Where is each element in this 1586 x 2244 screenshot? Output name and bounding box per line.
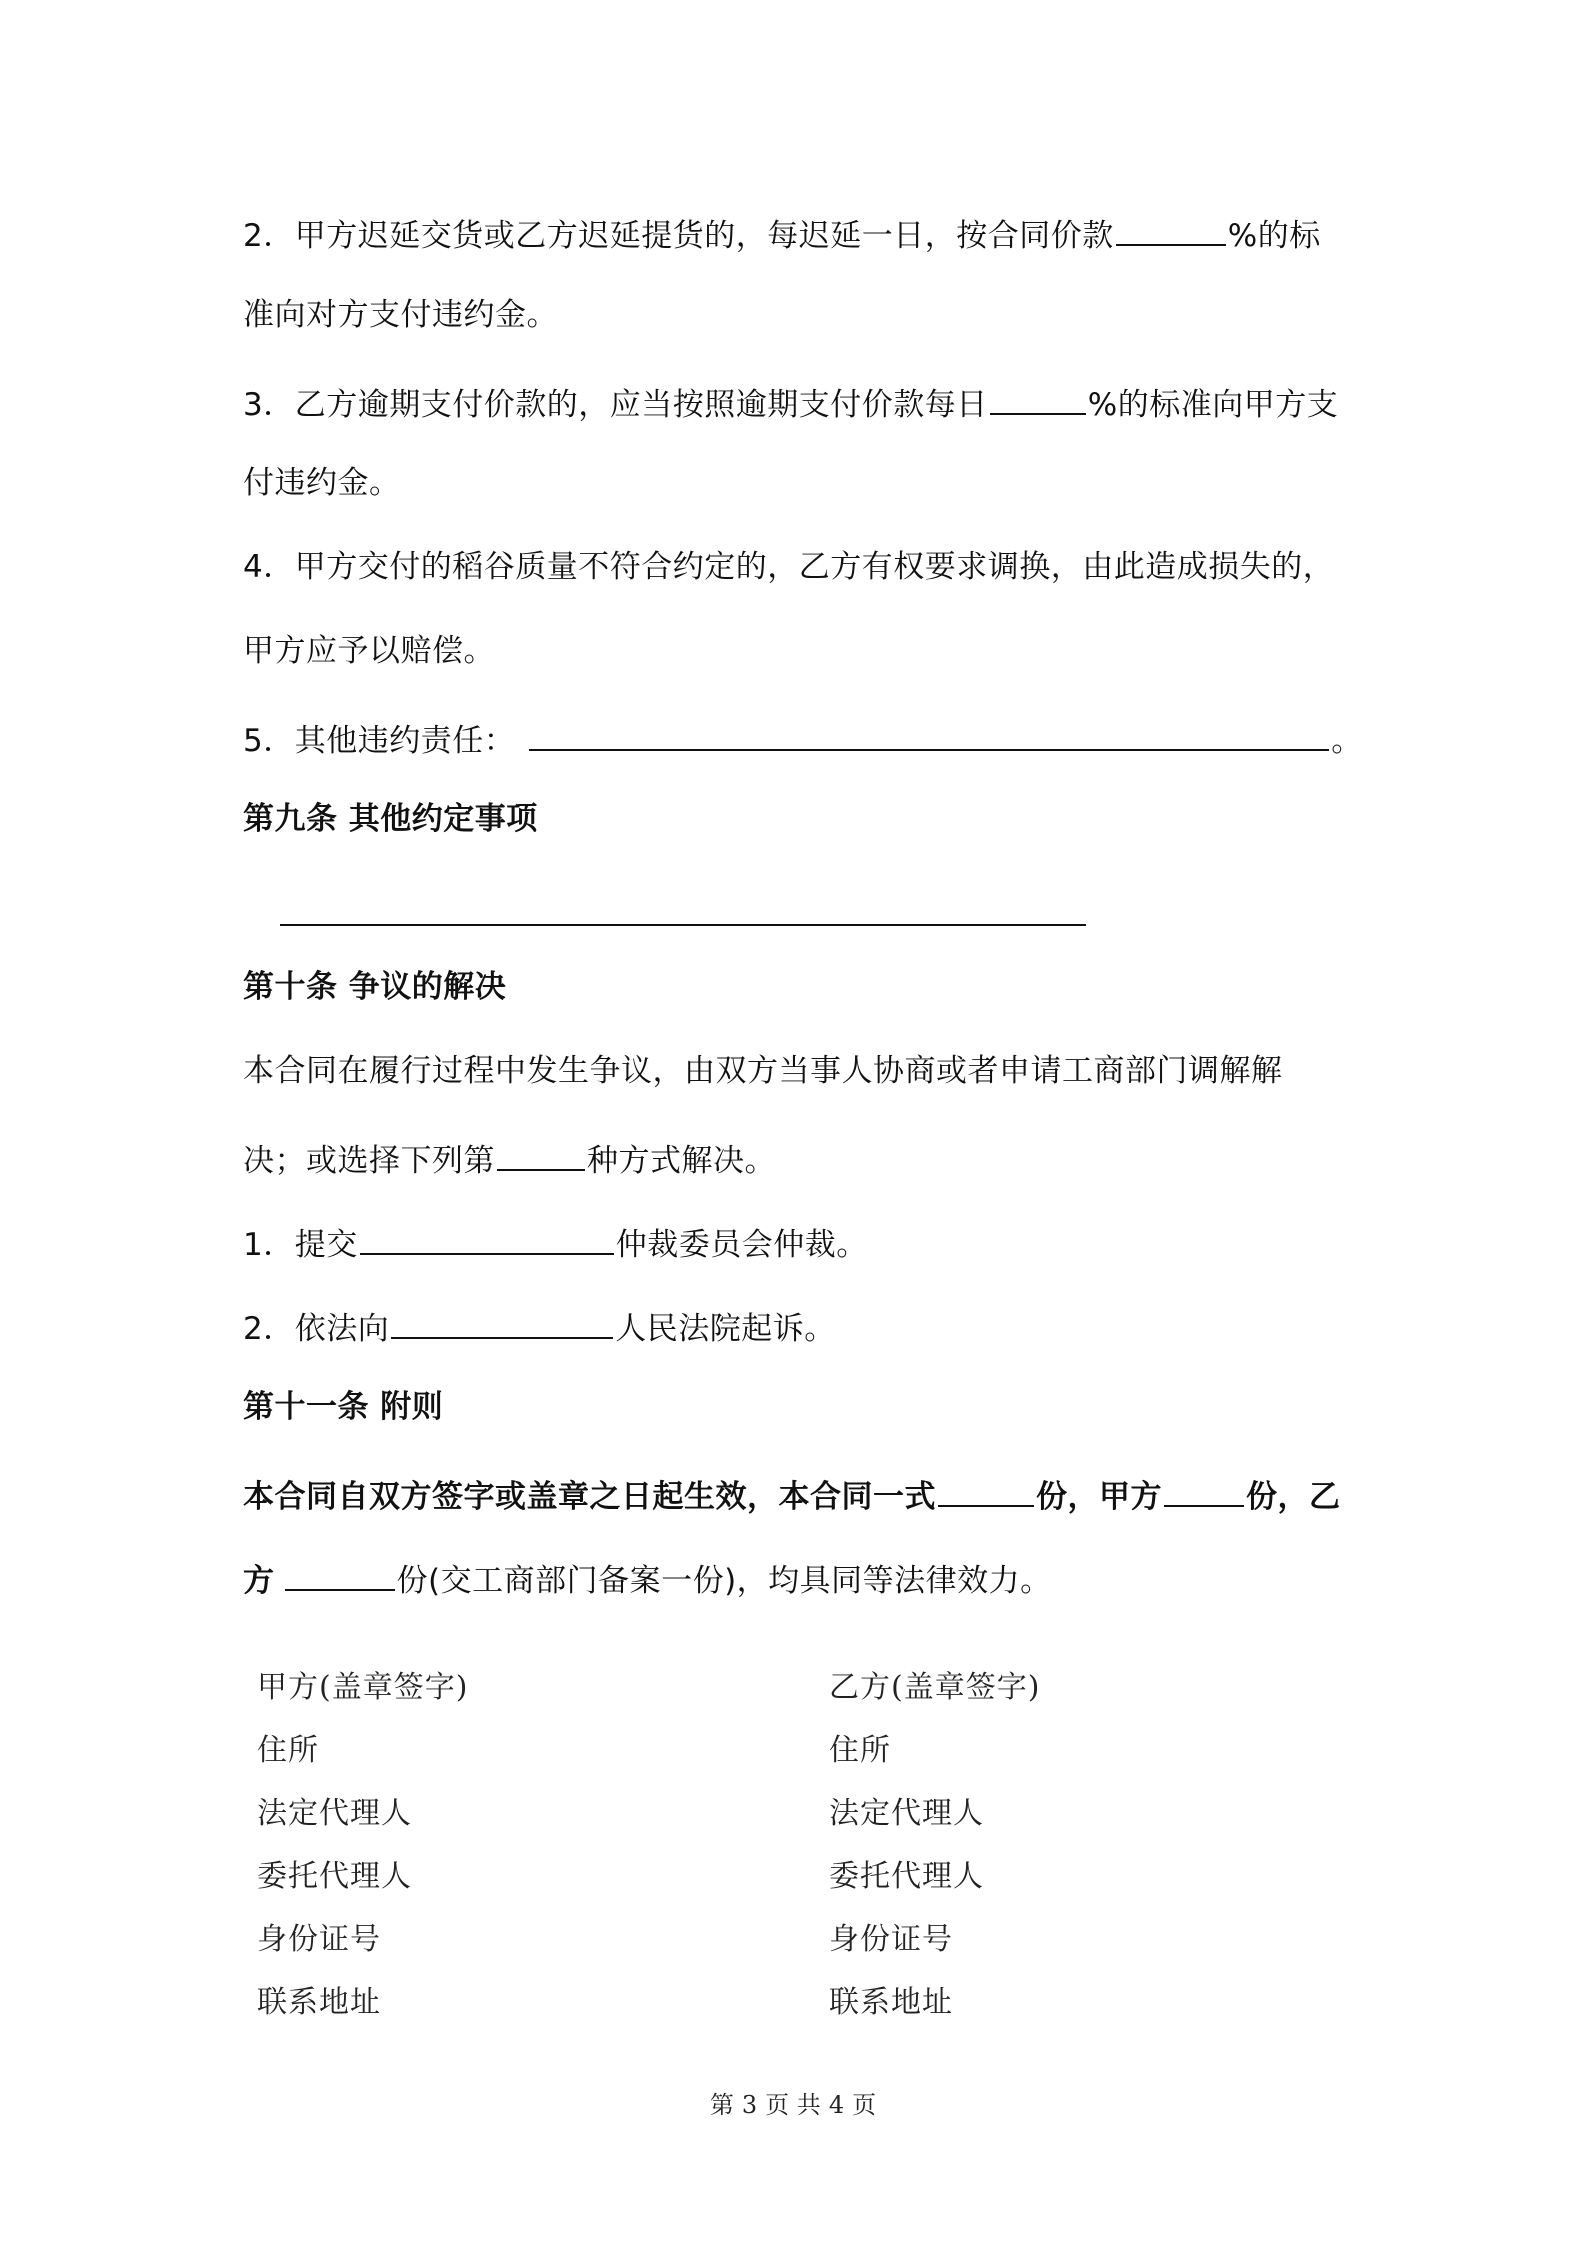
blank-field[interactable]: [938, 1471, 1034, 1507]
sig-agent-a: 委托代理人: [257, 1859, 412, 1894]
clause-text: 付违约金。: [243, 465, 401, 501]
page-footer: [0, 2090, 1586, 2120]
article-10-para-line2: [243, 1135, 776, 1181]
article-11-heading: [243, 1387, 443, 1427]
clause-text: 本合同在履行过程中发生争议，由双方当事人协商或者申请工商部门调解解: [243, 1053, 1283, 1089]
clause-text: 份(交工商部门备案一份)，均具同等法律效力。: [396, 1563, 1052, 1599]
sig-legal-rep-b: 法定代理人: [829, 1796, 984, 1831]
article-9-heading: [243, 799, 538, 839]
clause-8-4-line1: [243, 547, 1334, 587]
sig-party-b: 乙方(盖章签字): [829, 1670, 1041, 1705]
blank-field[interactable]: [285, 1555, 395, 1591]
clause-text: 份，甲方: [1036, 1479, 1162, 1515]
footer-suffix: 页: [852, 2091, 877, 2119]
sig-legal-rep-a: 法定代理人: [257, 1796, 412, 1831]
clause-8-4-line2: [243, 631, 495, 671]
sig-id-b: 身份证号: [829, 1922, 953, 1957]
clause-text: 人民法院起诉。: [615, 1311, 836, 1347]
clause-text: 5．其他违约责任：: [243, 723, 516, 759]
clause-8-2-line1: [243, 210, 1321, 256]
clause-text: 份，乙: [1246, 1479, 1341, 1515]
footer-middle: 页 共: [765, 2091, 821, 2119]
clause-8-3-line2: [243, 463, 401, 503]
clause-text: 本合同自双方签字或盖章之日起生效，本合同一式: [243, 1479, 936, 1515]
clause-text: 1．提交: [243, 1227, 358, 1263]
blank-field[interactable]: [360, 1219, 614, 1255]
footer-current-page: 3: [741, 2091, 758, 2119]
blank-field[interactable]: [280, 924, 1086, 926]
sig-address-a: 住所: [257, 1733, 319, 1768]
sig-address-b: 住所: [829, 1733, 891, 1768]
article-11-line2: [243, 1555, 1052, 1601]
blank-field[interactable]: [1116, 210, 1226, 246]
clause-text: 2．依法向: [243, 1311, 390, 1347]
blank-field[interactable]: [497, 1135, 585, 1171]
clause-text: 决；或选择下列第: [243, 1143, 495, 1179]
clause-text: 4．甲方交付的稻谷质量不符合约定的，乙方有权要求调换，由此造成损失的，: [243, 549, 1335, 585]
clause-text: 仲裁委员会仲裁。: [615, 1227, 868, 1263]
clause-8-3-line1: [243, 379, 1338, 425]
article-10-heading: [243, 967, 506, 1007]
blank-field[interactable]: [990, 379, 1086, 415]
clause-8-5: [243, 715, 1363, 761]
sig-party-a: 甲方(盖章签字): [257, 1670, 469, 1705]
clause-text: 3．乙方逾期支付价款的，应当按照逾期支付价款每日: [243, 387, 988, 423]
clause-text: 甲方应予以赔偿。: [243, 633, 495, 669]
clause-text: 。: [1331, 723, 1363, 759]
sig-id-a: 身份证号: [257, 1922, 381, 1957]
heading-text: 第十条 争议的解决: [243, 969, 507, 1005]
clause-text: 2．甲方迟延交货或乙方迟延提货的，每迟延一日，按合同价款: [243, 218, 1114, 254]
blank-field[interactable]: [529, 715, 1329, 751]
heading-text: 第九条 其他约定事项: [243, 801, 538, 837]
heading-text: 第十一条 附则: [243, 1389, 444, 1425]
clause-text: 种方式解决。: [587, 1143, 776, 1179]
clause-text: 方: [243, 1563, 275, 1599]
article-10-para-line1: [243, 1051, 1283, 1091]
blank-field[interactable]: [1164, 1471, 1244, 1507]
blank-field[interactable]: [391, 1303, 613, 1339]
article-10-option-2: [243, 1303, 836, 1349]
clause-text: %的标: [1227, 218, 1321, 254]
clause-8-2-line2: [243, 295, 558, 335]
footer-prefix: 第: [709, 2091, 734, 2119]
article-10-option-1: [243, 1219, 868, 1265]
footer-total-pages: 4: [828, 2091, 845, 2119]
article-11-line1: [243, 1471, 1341, 1517]
sig-contact-a: 联系地址: [257, 1985, 381, 2020]
sig-contact-b: 联系地址: [829, 1985, 953, 2020]
clause-text: %的标准向甲方支: [1087, 387, 1339, 423]
clause-text: 准向对方支付违约金。: [243, 297, 558, 333]
sig-agent-b: 委托代理人: [829, 1859, 984, 1894]
